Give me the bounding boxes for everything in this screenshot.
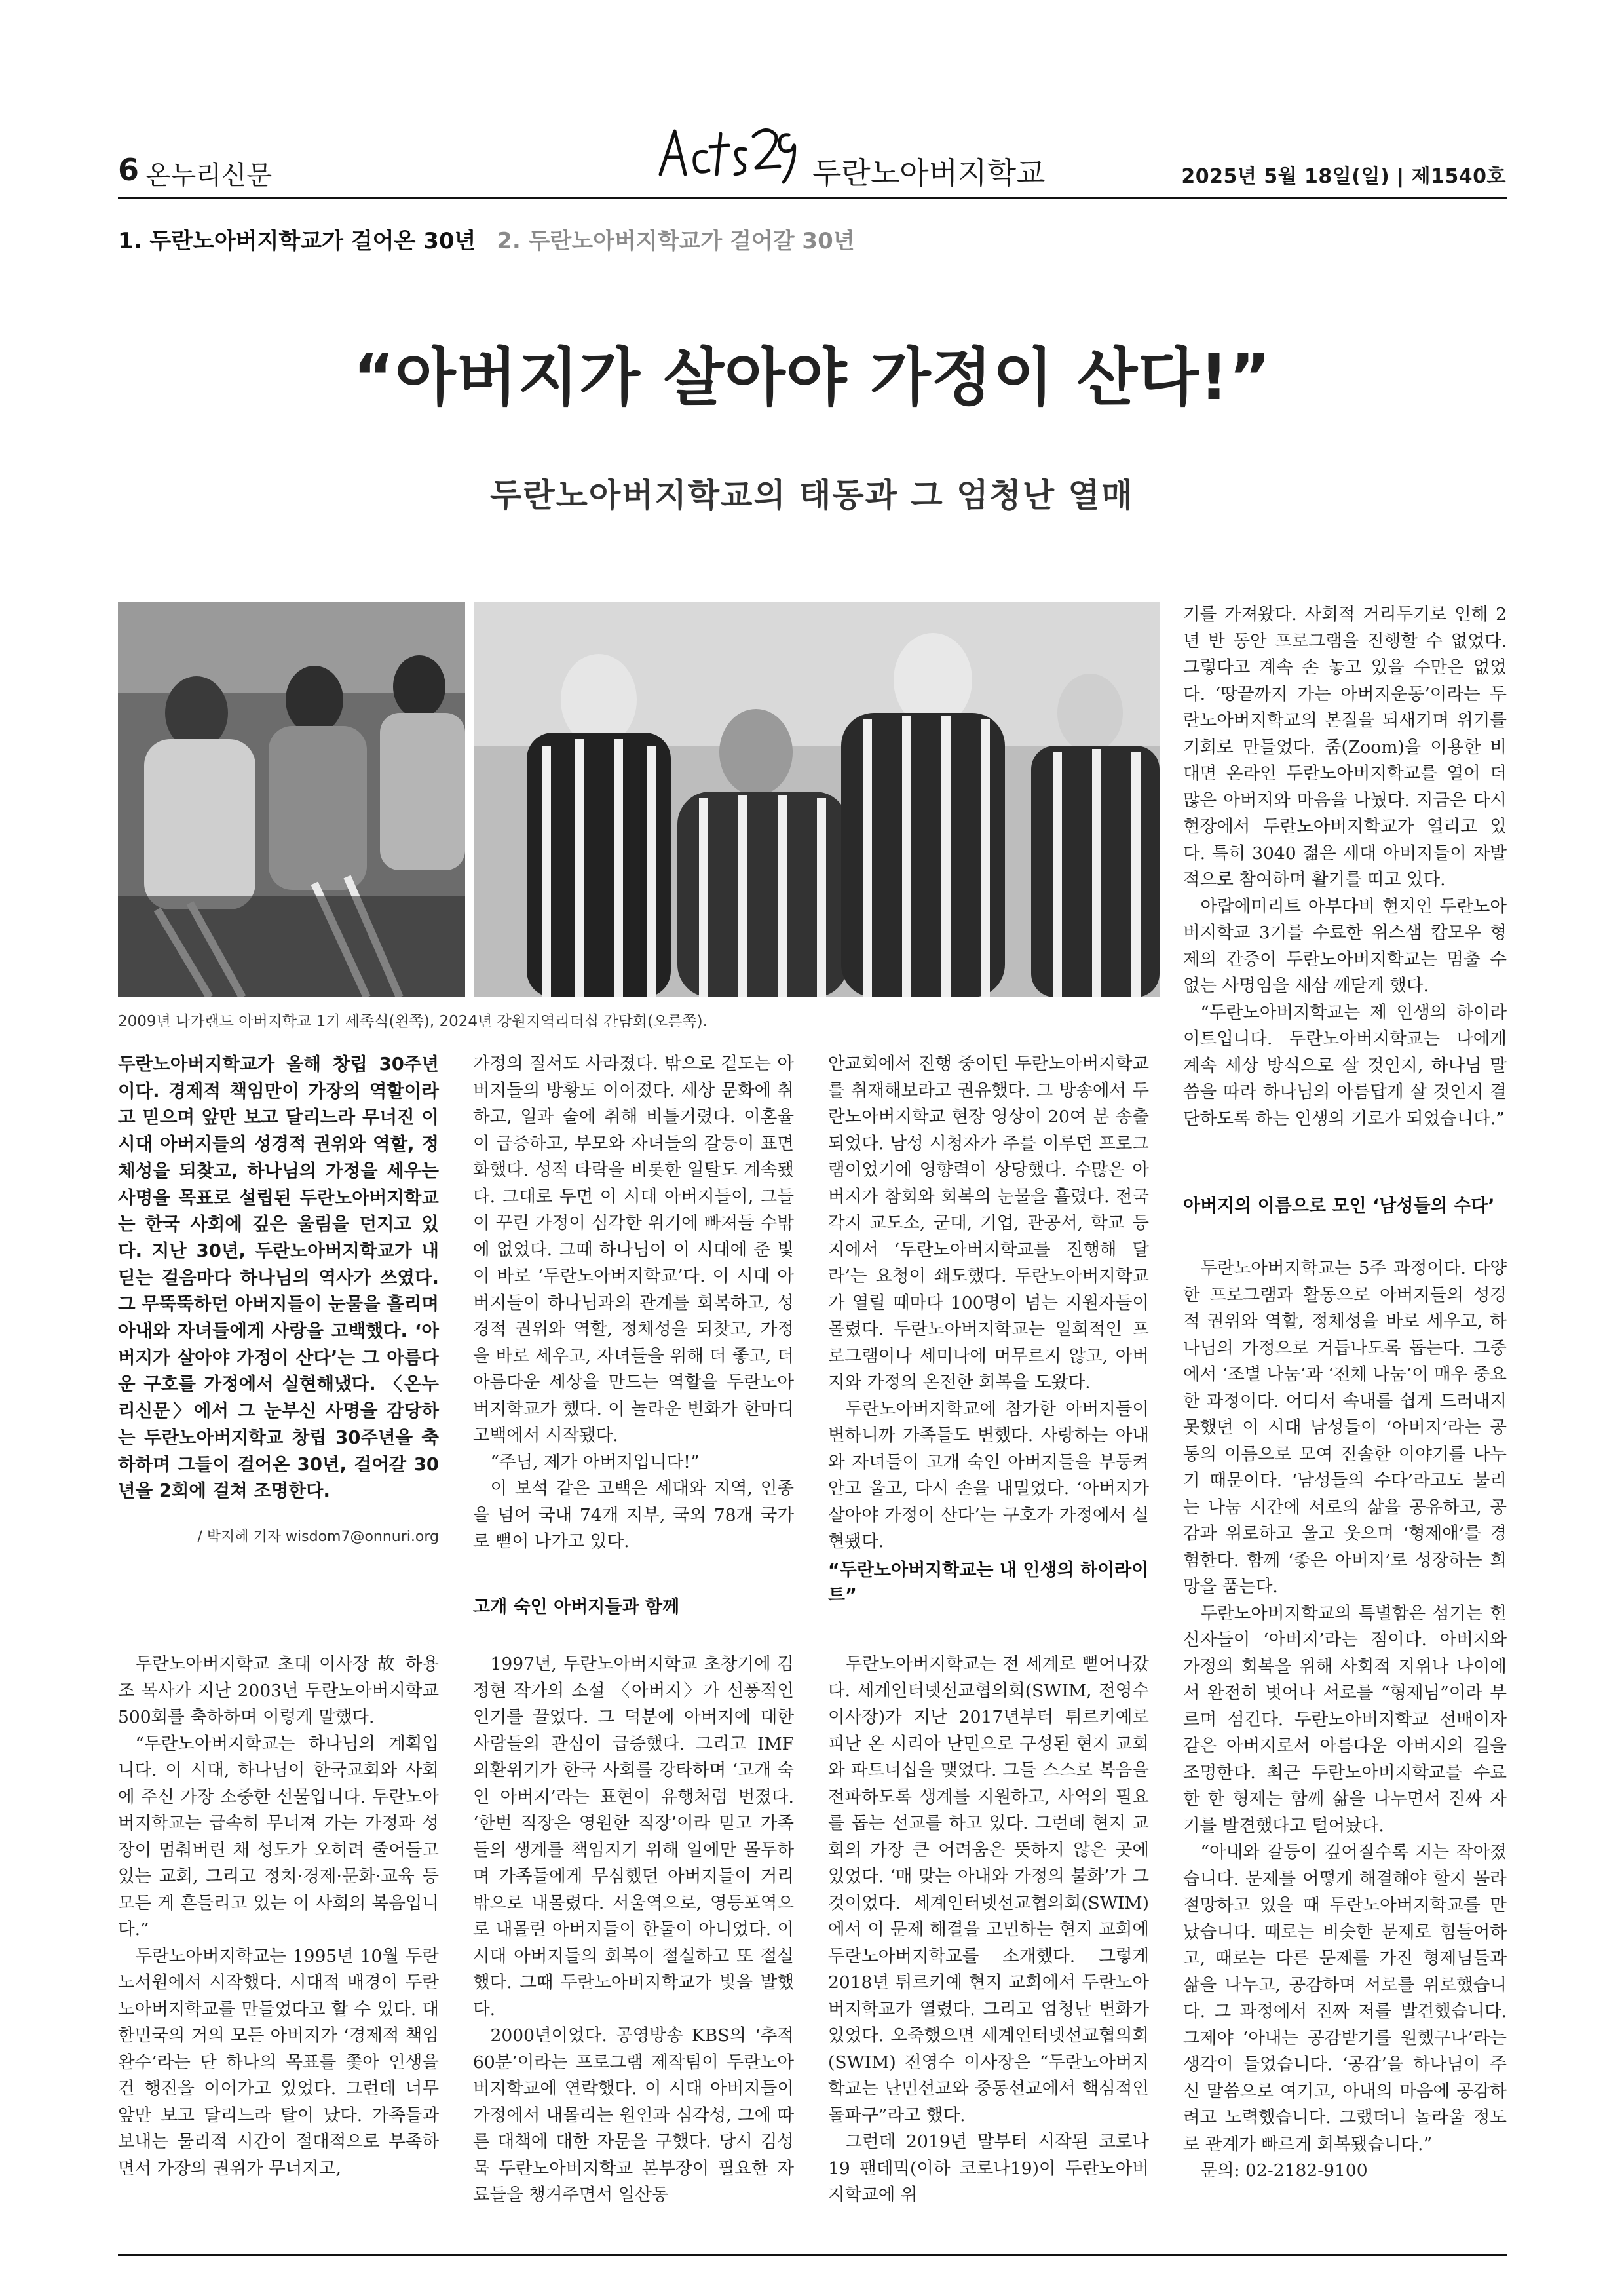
footer-rule (118, 2254, 1507, 2256)
byline: / 박지혜 기자 wisdom7@onnuri.org (197, 1529, 439, 1545)
series-part-2: 2. 두란노아버지학교가 걸어갈 30년 (497, 228, 855, 254)
paragraph: “아내와 갈등이 깊어질수록 저는 작아졌습니다. 문제를 어떻게 해결해야 할지 몰라 절망하고 있을 때 두란노아버지학교를 만났습니다. 때로는 비슷한 문제로 힘들어하고, 때로는 다른 문제를 가진 형제님들과 삶을 나누고, 공감하며 서로를 위로했습니다. 그 과정에서 진짜 저를 발견했습니다. 그제야 ‘아내는 공감받기를 원했구나’라는 생각이 들었습니다. ‘공감’을 하나님이 주신 말씀으로 여기고, 아내의 마음에 공감하려고 노력했습니다. 그랬더니 놀라울 정도로 관계가 빠르게 회복됐습니다.” (1183, 1842, 1507, 2154)
paragraph: “두란노아버지학교는 하나님의 계획입니다. 이 시대, 하나님이 한국교회와 사회에 주신 가장 소중한 선물입니다. 두란노아버지학교는 급속히 무너져 가는 가정과 성장이 멈춰버린 채 성도가 오히려 줄어들고 있는 교회, 그리고 정치·경제·문화·교육 등 모든 게 흔들리고 있는 이 사회의 복음입니다.” (118, 1733, 439, 1940)
paragraph: 1997년, 두란노아버지학교 초창기에 김정현 작가의 소설 〈아버지〉가 선풍적인 인기를 끌었다. 그 덕분에 아버지에 대한 사람들의 관심이 급증했다. 그리고 IMF 외환위기가 한국 사회를 강타하며 ‘고개 숙인 아버지’라는 표현이 유행처럼 번졌다. ‘한번 직장은 영원한 직장’이라 믿고 가족들의 생계를 책임지기 위해 일에만 몰두하며 가족들에게 무심했던 아버지들이 거리 밖으로 내몰렸다. 서울역으로, 영등포역으로 내몰린 아버지들이 한둘이 아니었다. 이 시대 아버지들의 회복이 절실하고 또 절실했다. 그때 두란노아버지학교가 빛을 발했다. (473, 1654, 794, 2019)
paragraph: “두란노아버지학교는 제 인생의 하이라이트입니다. 두란노아버지학교는 나에게 계속 세상 방식으로 살 것인지, 하나님 말씀을 따라 하나님의 아름답게 살 것인지 결단하도록 하는 인생의 기로가 되었습니다.” (1183, 1002, 1507, 1129)
paragraph: “주님, 제가 아버지입니다!” (490, 1451, 700, 1472)
article-lead: 두란노아버지학교가 올해 창립 30주년이다. 경제적 책임만이 가장의 역할이라고 믿으며 앞만 보고 달리느라 무너진 이 시대 아버지들의 성경적 권위와 역할, 정체성을 되찾고, 하나님의 가정을 세우는 사명을 목표로 설립된 두란노아버지학교는 한국 사회에 깊은 울림을 던지고 있다. 지난 30년, 두란노아버지학교가 내딛는 걸음마다 하나님의 역사가 쓰였다. 그 무뚝뚝하던 아버지들이 눈물을 흘리며 아내와 자녀들에게 사랑을 고백했다. ‘아버지가 살아야 가정이 산다’는 그 아름다운 구호를 가정에서 실현해냈다. 〈온누리신문〉에서 그 눈부신 사명을 감당하는 두란노아버지학교 창립 30주년을 축하하며 그들이 걸어온 30년, 걸어갈 30년을 2회에 걸쳐 조명한다. (118, 1054, 439, 1502)
paragraph: 그런데 2019년 말부터 시작된 코로나19 팬데믹(이하 코로나19)이 두란노아버지학교에 위 (828, 2132, 1149, 2205)
column-4-top (1183, 602, 1507, 1132)
paragraph: 아랍에미리트 아부다비 현지인 두란노아버지학교 3기를 수료한 위스샘 캅모우 형제의 간증이 두란노아버지학교는 멈출 수 없는 사명임을 새삼 깨닫게 했다. (1183, 896, 1507, 996)
photo-leadership-meeting (474, 602, 1160, 997)
photo-caption: 2009년 나가랜드 아버지학교 1기 세족식(왼쪽), 2024년 강원지역리더십 간담회(오른쪽). (118, 1013, 708, 1030)
column-4-body (1183, 1255, 1507, 2185)
column-3-top (828, 1051, 1149, 1556)
paragraph: 두란노아버지학교는 1995년 10월 두란노서원에서 시작했다. 시대적 배경이 두란노아버지학교를 만들었다고 할 수 있다. 대한민국의 거의 모든 아버지가 ‘경제적 책임 완수’라는 단 하나의 목표를 쫓아 인생을 건 행진을 이어가고 있었다. 그런데 너무 앞만 보고 달리느라 탈이 났다. 가족들과 보내는 물리적 시간이 절대적으로 부족하면서 가장의 권위가 무너지고, (118, 1945, 439, 2179)
column-2-top (473, 1051, 794, 1556)
photo-foot-washing (118, 602, 465, 997)
paragraph: 2000년이었다. 공영방송 KBS의 ‘추적 60분’이라는 프로그램 제작팀이 두란노아버지학교에 연락했다. 이 시대 아버지들이 가정에서 내몰리는 원인과 심각성, 그에 따른 대책에 대한 자문을 구했다. 당시 김성묵 두란노아버지학교 본부장이 필요한 자료들을 챙겨주면서 일산동 (473, 2025, 794, 2205)
dateline: 2025년 5월 18일(일) | 제1540호 (1181, 165, 1506, 188)
contact-info: 문의: 02-2182-9100 (1200, 2160, 1368, 2181)
paragraph: 두란노아버지학교의 특별함은 섬기는 헌신자들이 ‘아버지’라는 점이다. 아버지와 가정의 회복을 위해 사회적 지위나 나이에서 완전히 벗어나 서로를 “형제님”이라 부르며 섬긴다. 두란노아버지학교 선배이자 같은 아버지로서 아름다운 아버지의 길을 조명한다. 최근 두란노아버지학교를 수료한 한 형제는 함께 삶을 나누면서 진짜 자기를 발견했다고 털어놨다. (1183, 1603, 1507, 1836)
section-name: 두란노아버지학교 (812, 155, 1046, 191)
column-2-body (473, 1651, 794, 2209)
paragraph: 기를 가져왔다. 사회적 거리두기로 인해 2년 반 동안 프로그램을 진행할 수 없었다. 그렇다고 계속 손 놓고 있을 수만은 없었다. ‘땅끝까지 가는 아버지운동’이라는 두란노아버지학교의 본질을 되새기며 위기를 기회로 만들었다. 줌(Zoom)을 이용한 비대면 온라인 두란노아버지학교를 열어 더 많은 아버지와 마음을 나눴다. 지금은 다시 현장에서 두란노아버지학교가 열리고 있다. 특히 3040 젊은 세대 아버지들이 자발적으로 참여하며 활기를 띠고 있다. (1183, 604, 1507, 890)
series-part-1: 1. 두란노아버지학교가 걸어온 30년 (118, 228, 476, 254)
paragraph: 안교회에서 진행 중이던 두란노아버지학교를 취재해보라고 권유했다. 그 방송에서 두란노아버지학교 현장 영상이 20여 분 송출되었다. 남성 시청자가 주를 이루던 프로그램이었기에 영향력이 상당했다. 수많은 아버지가 참회와 회복의 눈물을 흘렸다. 전국 각지 교도소, 군대, 기업, 관공서, 학교 등지에서 ‘두란노아버지학교를 진행해 달라’는 요청이 쇄도했다. 두란노아버지학교가 열릴 때마다 100명이 넘는 지원자들이 몰렸다. 두란노아버지학교는 일회적인 프로그램이나 세미나에 머무르지 않고, 아버지와 가정의 온전한 회복을 도왔다. (828, 1054, 1149, 1392)
column-1-body (118, 1651, 439, 2182)
paragraph: 두란노아버지학교는 전 세계로 뻗어나갔다. 세계인터넷선교협의회(SWIM, 전영수 이사장)가 지난 2017년부터 튀르키예로 피난 온 시리아 난민으로 구성된 현지 교회와 파트너십을 맺었다. 그들 스스로 복음을 전파하도록 생계를 지원하고, 사역의 필요를 돕는 선교를 하고 있다. 그런데 현지 교회의 가장 큰 어려움은 뜻하지 않은 곳에 있었다. ‘매 맞는 아내와 가정의 불화’가 그것이었다. 세계인터넷선교협의회(SWIM)에서 이 문제 해결을 고민하는 현지 교회에 두란노아버지학교를 소개했다. 그렇게 2018년 튀르키예 현지 교회에서 두란노아버지학교가 열렸다. 그리고 엄청난 변화가 있었다. 오죽했으면 세계인터넷선교협의회(SWIM) 전영수 이사장은 “두란노아버지학교는 난민선교와 중동선교에서 핵심적인 돌파구”라고 했다. (828, 1654, 1149, 2126)
subhead-mens-chatter: 아버지의 이름으로 모인 ‘남성들의 수다’ (1183, 1196, 1495, 1216)
series-nav (118, 223, 855, 255)
subhead-highlight-of-life: “두란노아버지학교는 내 인생의 하이라이트” (828, 1560, 1149, 1605)
paragraph: 가정의 질서도 사라졌다. 밖으로 겉도는 아버지들의 방황도 이어졌다. 세상 문화에 취하고, 일과 술에 취해 비틀거렸다. 이혼율이 급증하고, 부모와 자녀들의 갈등이 표면화했다. 성적 타락을 비롯한 일탈도 계속됐다. 그대로 두면 이 시대 아버지들이, 그들이 꾸린 가정이 심각한 위기에 빠져들 수밖에 없었다. 그때 하나님이 이 시대에 준 빛이 바로 ‘두란노아버지학교’다. 이 시대 아버지들이 하나님과의 관계를 회복하고, 성경적 권위와 역할, 정체성을 되찾고, 가정을 바로 세우고, 자녀들을 위해 더 좋고, 더 아름다운 세상을 만드는 역할을 두란노아버지학교가 했다. 이 놀라운 변화가 한마디 고백에서 시작됐다. (473, 1054, 794, 1445)
paragraph: 두란노아버지학교는 5주 과정이다. 다양한 프로그램과 활동으로 아버지들의 성경적 권위와 역할, 정체성을 바로 세우고, 하나님의 가정으로 거듭나도록 돕는다. 그중에서 ‘조별 나눔’과 ‘전체 나눔’이 매우 중요한 과정이다. 어디서 속내를 쉽게 드러내지 못했던 이 시대 남성들이 ‘아버지’라는 공통의 이름으로 모여 진솔한 이야기를 나누기 때문이다. ‘남성들의 수다’라고도 불리는 나눔 시간에 서로의 삶을 공유하고, 공감과 위로하고 울고 웃으며 ‘형제애’를 경험한다. 함께 ‘좋은 아버지’로 성장하는 희망을 품는다. (1183, 1258, 1507, 1597)
page-number: 6 (118, 152, 140, 187)
paragraph: 두란노아버지학교 초대 이사장 故 하용조 목사가 지난 2003년 두란노아버지학교 500회를 축하하며 이렇게 말했다. (118, 1654, 439, 1727)
acts29-logo (655, 117, 799, 189)
paper-name: 온누리신문 (145, 161, 273, 191)
header-rule (118, 197, 1507, 199)
column-3-body (828, 1651, 1149, 2209)
subheadline: 두란노아버지학교의 태동과 그 엄청난 열매 (489, 476, 1135, 514)
subhead-bowed-fathers: 고개 숙인 아버지들과 함께 (473, 1597, 680, 1617)
paragraph: 두란노아버지학교에 참가한 아버지들이 변하니까 가족들도 변했다. 사랑하는 아내와 자녀들이 고개 숙인 아버지들을 부둥켜안고 울고, 다시 손을 내밀었다. ‘아버지가 살아야 가정이 산다’는 구호가 가정에서 실현됐다. (828, 1398, 1149, 1552)
headline: “아버지가 살아야 가정이 산다!” (352, 341, 1272, 414)
paragraph: 이 보석 같은 고백은 세대와 지역, 인종을 넘어 국내 74개 지부, 국외 78개 국가로 뻗어 나가고 있다. (473, 1478, 794, 1552)
